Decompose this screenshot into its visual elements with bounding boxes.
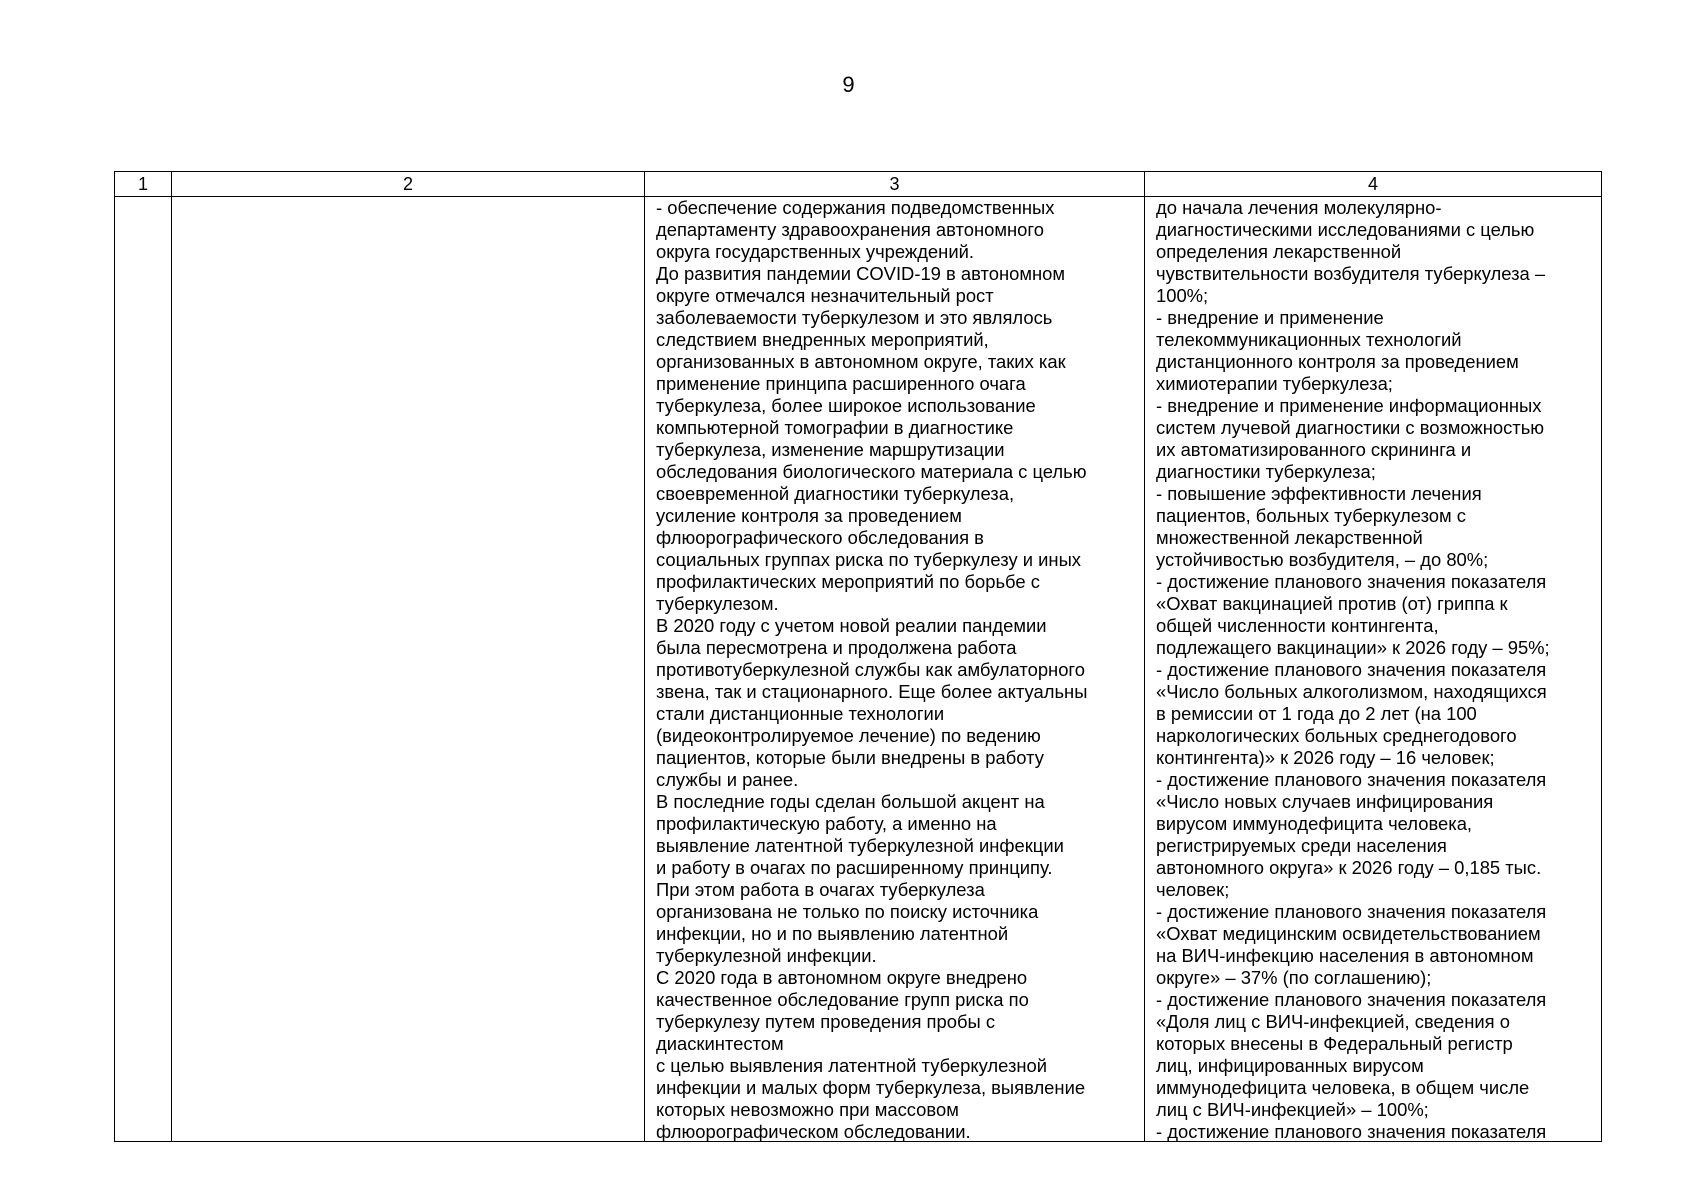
text-line: (видеоконтролируемое лечение) по ведению [656, 725, 1041, 746]
text-line: округе» – 37% (по соглашению); [1156, 967, 1432, 988]
text-line: - повышение эффективности лечения [1156, 483, 1482, 504]
text-line: регистрируемых среди населения [1156, 835, 1447, 856]
text-line: до начала лечения молекулярно- [1156, 197, 1442, 218]
text-line: и работу в очагах по расширенному принципу. [656, 857, 1053, 878]
text-line: округе отмечался незначительный рост [656, 285, 994, 306]
text-line: «Охват вакцинацией против (от) гриппа к [1156, 593, 1508, 614]
text-line: - достижение планового значения показателя [1156, 571, 1547, 592]
column-header-3: 3 [645, 172, 1145, 197]
text-line: звена, так и стационарного. Еще более актуальны [656, 681, 1088, 702]
text-line: применение принципа расширенного очага [656, 373, 1026, 394]
text-line: их автоматизированного скрининга и [1156, 439, 1472, 460]
text-line: компьютерной томографии в диагностике [656, 417, 1014, 438]
text-line: противотуберкулезной службы как амбулаторного [656, 659, 1085, 680]
text-line: С 2020 года в автономном округе внедрено [656, 967, 1028, 988]
text-line: - достижение планового значения показателя [1156, 901, 1547, 922]
text-line: систем лучевой диагностики с возможностью [1156, 417, 1545, 438]
text-line: диагностики туберкулеза; [1156, 461, 1376, 482]
text-line: которых невозможно при массовом [656, 1099, 959, 1120]
text-line: организованных в автономном округе, таких как [656, 351, 1066, 372]
text-line: туберкулезом. [656, 593, 779, 614]
text-line: службы и ранее. [656, 769, 799, 790]
text-line: множественной лекарственной [1156, 527, 1423, 548]
text-line: В 2020 году с учетом новой реалии пандемии [656, 615, 1047, 636]
text-line: автономного округа» к 2026 году – 0,185 тыс. [1156, 857, 1542, 878]
text-line: «Охват медицинским освидетельствованием [1156, 923, 1541, 944]
table-cell-col-3 [645, 197, 1145, 1142]
text-line: профилактических мероприятий по борьбе с [656, 571, 1040, 592]
text-line: обследования биологического материала с целью [656, 461, 1087, 482]
text-line: устойчивостью возбудителя, – до 80%; [1156, 549, 1489, 570]
text-line: инфекции, но и по выявлению латентной [656, 923, 1009, 944]
text-line: «Доля лиц с ВИЧ-инфекцией, сведения о [1156, 1011, 1510, 1032]
text-line: следствием внедренных мероприятий, [656, 329, 989, 350]
text-line: выявление латентной туберкулезной инфекции [656, 835, 1064, 856]
text-line: лиц, инфицированных вирусом [1156, 1055, 1424, 1076]
text-line: усиление контроля за проведением [656, 505, 962, 526]
text-line: лиц с ВИЧ-инфекцией» – 100%; [1156, 1099, 1429, 1120]
text-line: округа государственных учреждений. [656, 241, 974, 262]
text-line: контингента)» к 2026 году – 16 человек; [1156, 747, 1495, 768]
document-table [114, 171, 1602, 1142]
text-line: флюорографическом обследовании. [656, 1121, 971, 1141]
text-line: стали дистанционные технологии [656, 703, 945, 724]
text-line: была пересмотрена и продолжена работа [656, 637, 1017, 658]
table-cell-col-2 [172, 197, 645, 1142]
text-line: своевременной диагностики туберкулеза, [656, 483, 1015, 504]
text-line: пациентов, которые были внедрены в работу [656, 747, 1044, 768]
text-line: определения лекарственной [1156, 241, 1402, 262]
text-line: - внедрение и применение [1156, 307, 1384, 328]
text-line: с целью выявления латентной туберкулезной [656, 1055, 1048, 1076]
text-line: - достижение планового значения показателя [1156, 989, 1547, 1010]
text-line: наркологических больных среднегодового [1156, 725, 1517, 746]
column-header-1: 1 [115, 172, 172, 197]
text-line: департаменту здравоохранения автономного [656, 219, 1044, 240]
text-line: социальных группах риска по туберкулезу и иных [656, 549, 1081, 570]
table-cell-col-1 [115, 197, 172, 1142]
text-line: вирусом иммунодефицита человека, [1156, 813, 1473, 834]
text-line: инфекции и малых форм туберкулеза, выявление [656, 1077, 1086, 1098]
cell-col-3-text [645, 197, 1144, 1141]
table-cell-col-4 [1145, 197, 1602, 1142]
text-line: «Число больных алкоголизмом, находящихся [1156, 681, 1547, 702]
text-line: - внедрение и применение информационных [1156, 395, 1542, 416]
text-line: организована не только по поиску источника [656, 901, 1039, 922]
text-line: «Число новых случаев инфицирования [1156, 791, 1494, 812]
text-line: иммунодефицита человека, в общем числе [1156, 1077, 1530, 1098]
text-line: туберкулеза, изменение маршрутизации [656, 439, 1005, 460]
text-line: пациентов, больных туберкулезом с [1156, 505, 1466, 526]
text-line: на ВИЧ-инфекцию населения в автономном [1156, 945, 1534, 966]
table-header-row [115, 172, 1602, 197]
text-line: человек; [1156, 879, 1230, 900]
text-line: флюорографического обследования в [656, 527, 984, 548]
text-line: В последние годы сделан большой акцент на [656, 791, 1045, 812]
text-line: которых внесены в Федеральный регистр [1156, 1033, 1513, 1054]
text-line: заболеваемости туберкулезом и это являлось [656, 307, 1053, 328]
table-row [115, 197, 1602, 1142]
text-line: дистанционного контроля за проведением [1156, 351, 1519, 372]
text-line: общей численности контингента, [1156, 615, 1439, 636]
column-header-2: 2 [172, 172, 645, 197]
text-line: При этом работа в очагах туберкулеза [656, 879, 985, 900]
text-line: До развития пандемии COVID-19 в автономном [656, 263, 1065, 284]
cell-col-4-text [1145, 197, 1601, 1141]
text-line: профилактическую работу, а именно на [656, 813, 997, 834]
text-line: чувствительности возбудителя туберкулеза – [1156, 263, 1546, 284]
text-line: 100%; [1156, 285, 1209, 306]
column-header-4: 4 [1145, 172, 1602, 197]
page-number: 9 [842, 72, 855, 97]
cell-col-1-text [115, 197, 171, 1141]
text-line: качественное обследование групп риска по [656, 989, 1029, 1010]
text-line: - достижение планового значения показателя [1156, 769, 1547, 790]
cell-col-2-text [172, 197, 644, 1141]
text-line: диагностическими исследованиями с целью [1156, 219, 1535, 240]
text-line: телекоммуникационных технологий [1156, 329, 1462, 350]
text-line: туберкулеза, более широкое использование [656, 395, 1036, 416]
text-line: туберкулезу путем проведения пробы с [656, 1011, 996, 1032]
text-line: в ремиссии от 1 года до 2 лет (на 100 [1156, 703, 1477, 724]
text-line: диаскинтестом [656, 1033, 784, 1054]
text-line: - достижение планового значения показателя [1156, 1121, 1547, 1141]
text-line: - достижение планового значения показателя [1156, 659, 1547, 680]
text-line: - обеспечение содержания подведомственных [656, 197, 1055, 218]
text-line: туберкулезной инфекции. [656, 945, 877, 966]
text-line: химиотерапии туберкулеза; [1156, 373, 1393, 394]
text-line: подлежащего вакцинации» к 2026 году – 95%; [1156, 637, 1550, 658]
